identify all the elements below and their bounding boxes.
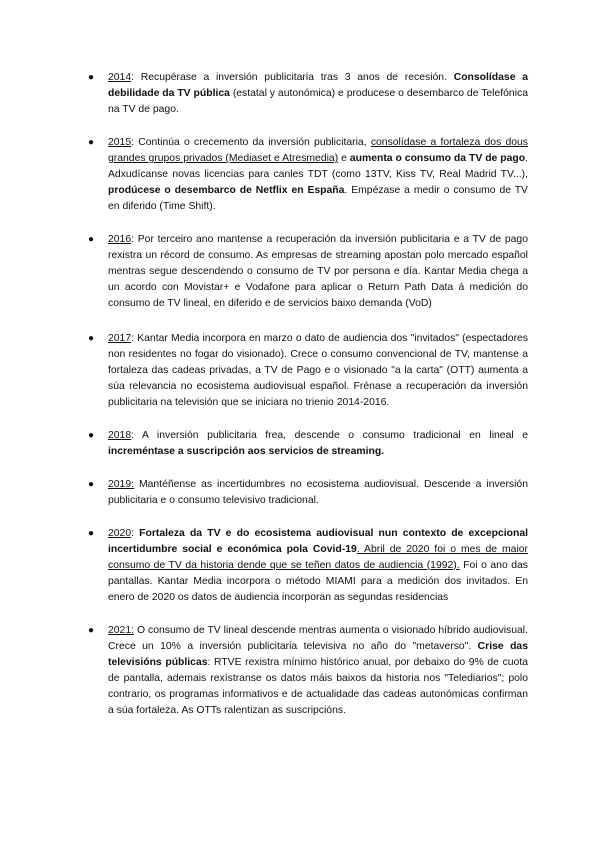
timeline-item-2019 (88, 477, 528, 509)
bullet-icon: ● (88, 528, 95, 539)
item-text: : Continúa o crecemento da inversión publicitaria, (131, 137, 371, 148)
item-year: 2017 (108, 333, 132, 344)
item-year: 2019: (108, 479, 135, 490)
bullet-icon: ● (88, 479, 95, 490)
item-year: 2015 (108, 137, 132, 148)
timeline-item-2018 (88, 428, 528, 460)
bullet-icon: ● (88, 430, 95, 441)
item-text: Mantéñense as incertidumbres no ecosistema audiovisual. Descende a inversión publicitaria e o consumo televisivo tradicional. (108, 479, 528, 506)
timeline-item-2021 (88, 623, 528, 719)
item-text: : (131, 528, 140, 539)
item-year: 2014 (108, 72, 132, 83)
item-year: 2020 (108, 528, 132, 539)
item-highlight: prodúcese o desembarco de Netflix en España (108, 185, 345, 196)
timeline-list (88, 70, 529, 736)
bullet-icon: ● (88, 625, 95, 636)
item-text: e (338, 153, 350, 164)
item-year: 2021: (108, 625, 135, 636)
item-text: : RTVE rexistra mínimo histórico anual, por debaixo do 9% de cuota de pantalla, ademais rexístranse os datos máis baixos da historia nos "Telediarios"; polo contrario, os programas informativos e de actualidade das cadeas autonómicas confirman a súa fortaleza. As OTTs ralentizan as suscripcións. (108, 657, 528, 716)
bullet-icon: ● (88, 72, 95, 83)
item-text: O consumo de TV lineal descende mentras aumenta o visionado híbrido audiovisual. Crece un 10% a inversión publicitaria televisiva no año do "metaverso". (108, 625, 528, 652)
item-text: . Empézase a medir o consumo de TV en diferido (Time Shift). (108, 185, 528, 212)
item-text: . Adxudícanse novas licencias para canles TDT (como 13TV, Kiss TV, Real Madrid TV...), (108, 153, 528, 180)
bullet-icon: ● (88, 333, 95, 344)
item-text: : Kantar Media incorpora en marzo o dato de audiencia dos "invitados" (espectadores non residentes no fogar do visionado). Crece o consumo convencional de TV, mantense a fortaleza das cadeas privadas, a TV de Pago e o visionado "a la carta" (OTT) aumenta a súa relevancia no ecosistema audiovisual español. Frénase a recuperación da inversión publicitaria na televisión que se iniciara no trienio 2014-2016. (108, 333, 528, 408)
item-highlight: Crise das televisións públicas (108, 641, 528, 668)
item-text: : Recupérase a inversión publicitaria tras 3 anos de recesión. (131, 72, 454, 83)
timeline-item-2016 (88, 232, 528, 312)
item-text: : A inversión publicitaria frea, descende o consumo tradicional en lineal e (131, 430, 528, 441)
item-highlight: Consolídase a debilidade da TV pública (108, 72, 528, 99)
timeline-item-2020 (88, 526, 529, 606)
bullet-icon: ● (88, 137, 95, 148)
item-highlight: Fortaleza da TV e do ecosistema audiovisual nun contexto de excepcional incertidumbre social e económica pola Covid-19 (108, 528, 528, 555)
timeline-item-2017 (88, 331, 528, 411)
item-year: 2016 (108, 234, 132, 245)
item-text: (estatal y autonómica) e producese o desembarco de Telefónica na TV de pago. (108, 88, 528, 115)
item-year: 2018 (108, 430, 132, 441)
timeline-item-2015 (88, 135, 529, 215)
bullet-icon: ● (88, 234, 95, 245)
timeline-item-2014 (88, 70, 528, 118)
item-text: : Por terceiro ano mantense a recuperación da inversión publicitaria e a TV de pago rexistra un récord de consumo. As empresas de streaming apostan polo mercado español mentras segue descendendo o consumo de TV por persona e día. Kantar Media chega a un acordo con Movistar+ e Vodafone para aplicar o Return Path Data á medición do consumo de TV lineal, en diferido e de servicios baixo demanda (VoD) (108, 234, 528, 309)
item-underlined: consolídase a fortaleza dos dous grandes grupos privados (Mediaset e Atresmedia) (108, 137, 529, 164)
item-text: Foi o ano das pantallas. Kantar Media incorpora o método MIAMI para a medición dos invitados. En enero de 2020 os datos de audiencia incorporan as segundas residencias (108, 560, 529, 603)
item-underlined: . Abril de 2020 foi o mes de maior consumo de TV da historia dende que se teñen datos de audiencia (1992). (108, 544, 528, 571)
item-highlight: increméntase a suscripción aos servicios de streaming. (108, 446, 385, 457)
item-highlight: aumenta o consumo da TV de pago (349, 153, 526, 164)
